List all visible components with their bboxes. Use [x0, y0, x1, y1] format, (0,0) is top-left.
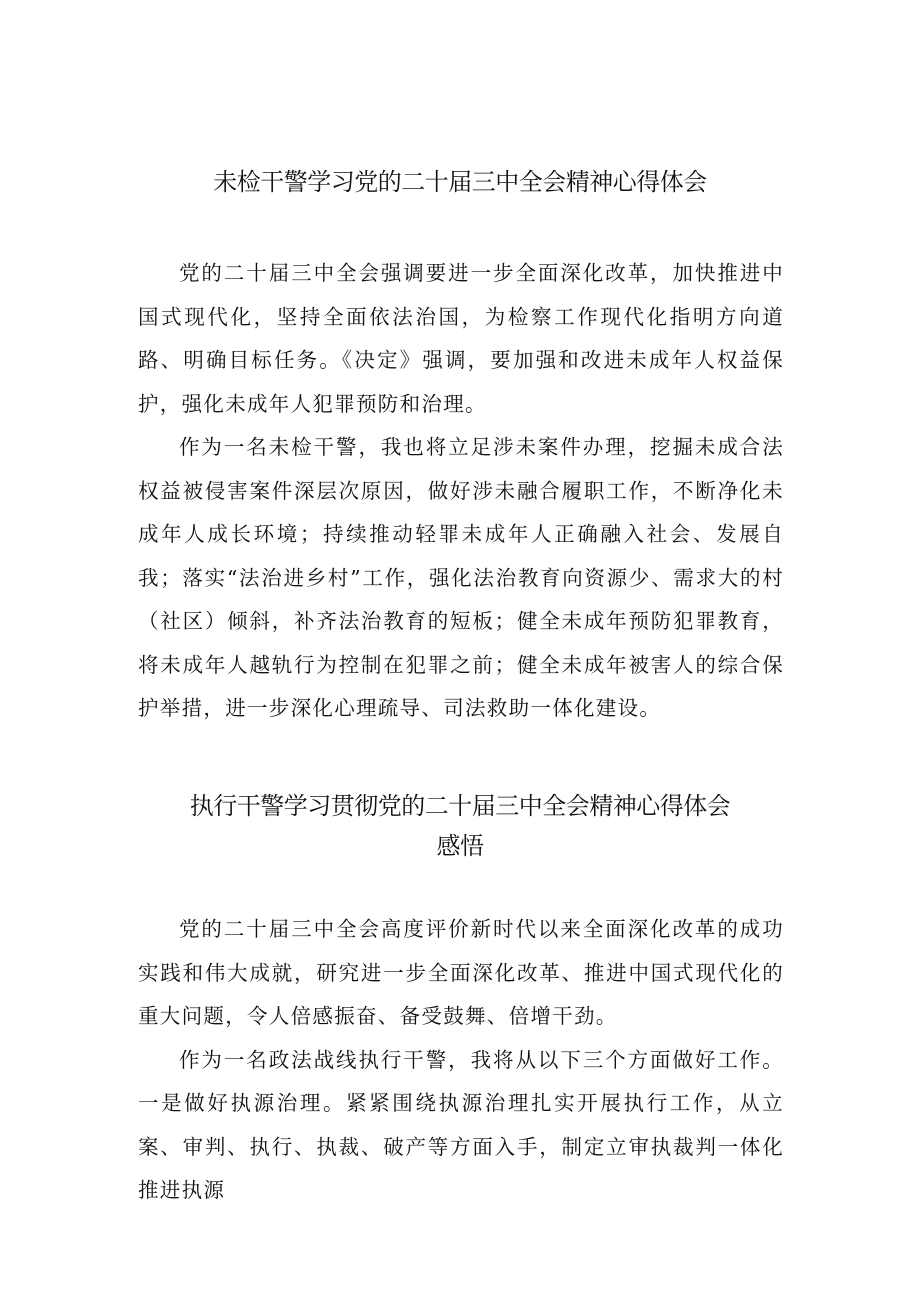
section-2-paragraph-1: 党的二十届三中全会高度评价新时代以来全面深化改革的成功实践和伟大成就，研究进一步全面深化改革、推进中国式现代化的重大问题，令人倍感振奋、备受鼓舞、倍增干劲。	[138, 917, 784, 1028]
section-2-paragraph-2: 作为一名政法战线执行干警，我将从以下三个方面做好工作。一是做好执源治理。紧紧围绕执源治理扎实开展执行工作，从立案、审判、执行、执裁、破产等方面入手，制定立审执裁判一体化推进执源	[138, 1047, 784, 1202]
section-1-paragraph-2: 作为一名未检干警，我也将立足涉未案件办理，挖掘未成合法权益被侵害案件深层次原因，做好涉未融合履职工作，不断净化未成年人成长环境；持续推动轻罪未成年人正确融入社会、发展自我；落实“法治进乡村”工作，强化法治教育向资源少、需求大的村（社区）倾斜，补齐法治教育的短板；健全未成年预防犯罪教育，将未成年人越轨行为控制在犯罪之前；健全未成年被害人的综合保护举措，进一步深化心理疏导、司法救助一体化建设。	[138, 435, 784, 720]
section-2-title-line-1: 执行干警学习贯彻党的二十届三中全会精神心得体会	[189, 792, 731, 820]
section-1-paragraph-1: 党的二十届三中全会强调要进一步全面深化改革，加快推进中国式现代化，坚持全面依法治国，为检察工作现代化指明方向道路、明确目标任务。《决定》强调，要加强和改进未成年人权益保护，强化未成年人犯罪预防和治理。	[138, 261, 784, 416]
section-2-title	[0, 786, 920, 866]
section-1-body	[138, 252, 784, 731]
section-2-body	[138, 908, 784, 1213]
section-2-title-line-2: 感悟	[436, 832, 484, 860]
section-1-title: 未检干警学习党的二十届三中全会精神心得体会	[213, 168, 707, 196]
